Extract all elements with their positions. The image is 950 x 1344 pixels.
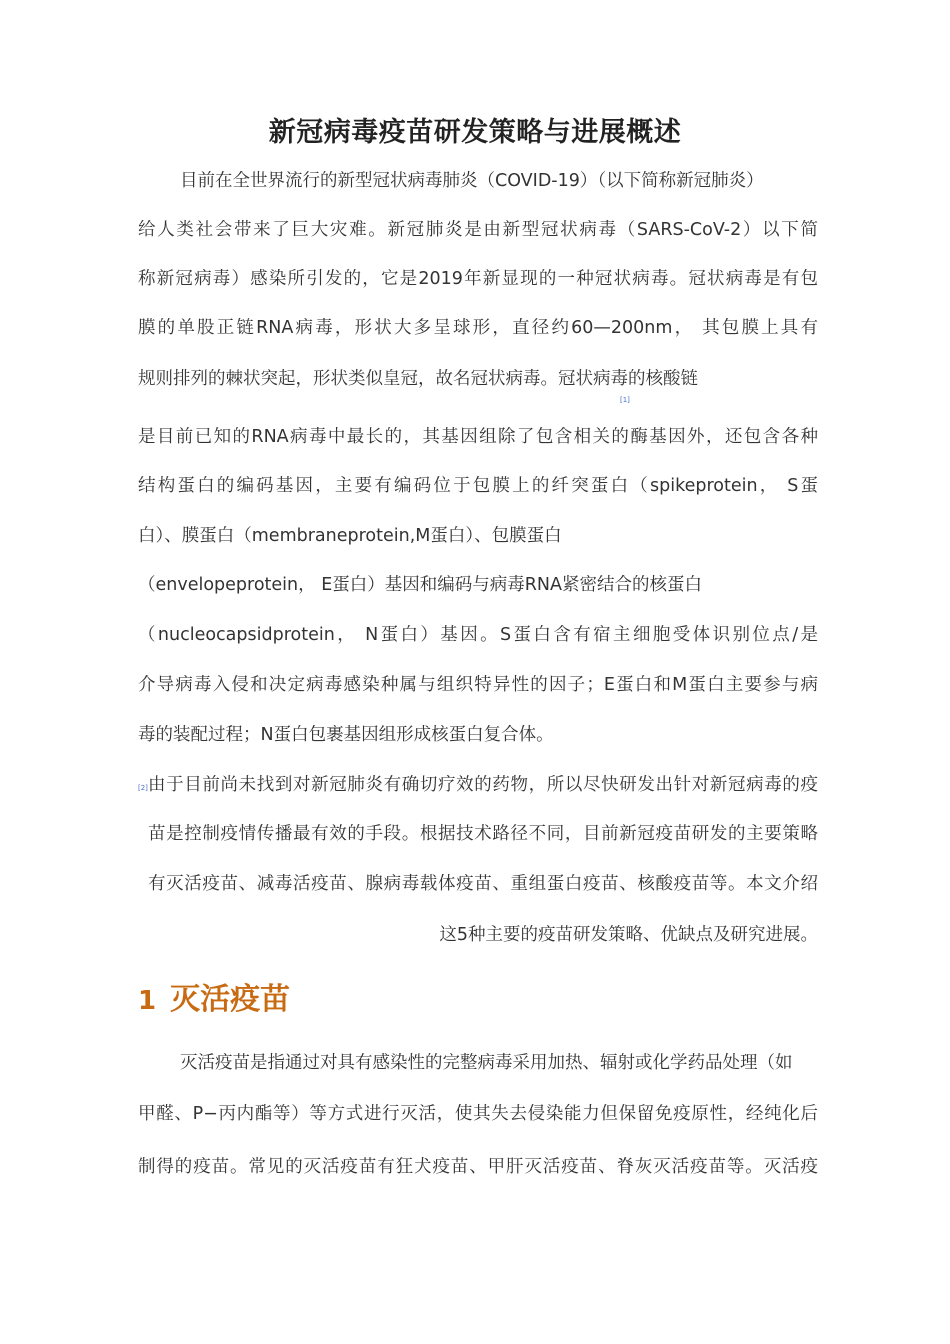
intro-line-1: 目前在全世界流行的新型冠状病毒肺炎（COVID-19）（以下简称新冠肺炎） [180,171,764,191]
intro-line-4: 膜的单股正链RNA病毒，形状大多呈球形，直径约60—200nm， 其包膜上具有 [138,318,818,338]
intro-line-8: 白）、膜蛋白（membraneprotein,M蛋白）、包膜蛋白 [138,526,562,546]
intro-line-2: 给人类社会带来了巨大灾难。新冠肺炎是由新型冠状病毒（SARS-CoV-2）以下简 [138,220,818,240]
section1-line-1: 灭活疫苗是指通过对具有感染性的完整病毒采用加热、辐射或化学药品处理（如 [180,1053,793,1073]
intro-line-10: （nucleocapsidprotein， N蛋白）基因。S蛋白含有宿主细胞受体识别位点/是 [138,625,818,645]
section-1-number: 1 [138,986,157,1016]
citation-ref-2[interactable]: [2] [138,784,148,792]
para2-line-4: 这5种主要的疫苗研发策略、优缺点及研究进展。 [439,925,818,945]
intro-line-9: （envelopeprotein， E蛋白）基因和编码与病毒RNA紧密结合的核蛋白 [138,575,702,595]
section-1-heading [138,978,290,1023]
para2-line-2: 苗是控制疫情传播最有效的手段。根据技术路径不同，目前新冠疫苗研发的主要策略 [148,824,818,844]
para2-line-3: 有灭活疫苗、减毒活疫苗、腺病毒载体疫苗、重组蛋白疫苗、核酸疫苗等。本文介绍 [148,874,818,894]
section-1-title: 灭活疫苗 [170,982,291,1017]
citation-ref-1[interactable]: [1] [620,396,630,404]
section1-line-2: 甲醛、P−丙内酯等）等方式进行灭活，使其失去侵染能力但保留免疫原性，经纯化后 [138,1104,818,1124]
intro-line-3: 称新冠病毒）感染所引发的，它是2019年新显现的一种冠状病毒。冠状病毒是有包 [138,269,818,289]
para2-line-1: 由于目前尚未找到对新冠肺炎有确切疗效的药物，所以尽快研发出针对新冠病毒的疫 [148,775,818,795]
intro-line-7: 结构蛋白的编码基因，主要有编码位于包膜上的纤突蛋白（spikeprotein， S蛋 [138,476,818,496]
intro-line-5: 规则排列的棘状突起，形状类似皇冠，故名冠状病毒。冠状病毒的核酸链 [138,369,698,389]
section1-line-3: 制得的疫苗。常见的灭活疫苗有狂犬疫苗、甲肝灭活疫苗、脊灰灭活疫苗等。灭活疫 [138,1157,818,1177]
intro-line-12: 毒的装配过程；N蛋白包裹基因组形成核蛋白复合体。 [138,725,554,745]
intro-line-6: 是目前已知的RNA病毒中最长的，其基因组除了包含相关的酶基因外，还包含各种 [138,427,818,447]
intro-line-11: 介导病毒入侵和决定病毒感染种属与组织特异性的因子；E蛋白和M蛋白主要参与病 [138,675,818,695]
document-title: 新冠病毒疫苗研发策略与进展概述 [268,117,682,148]
